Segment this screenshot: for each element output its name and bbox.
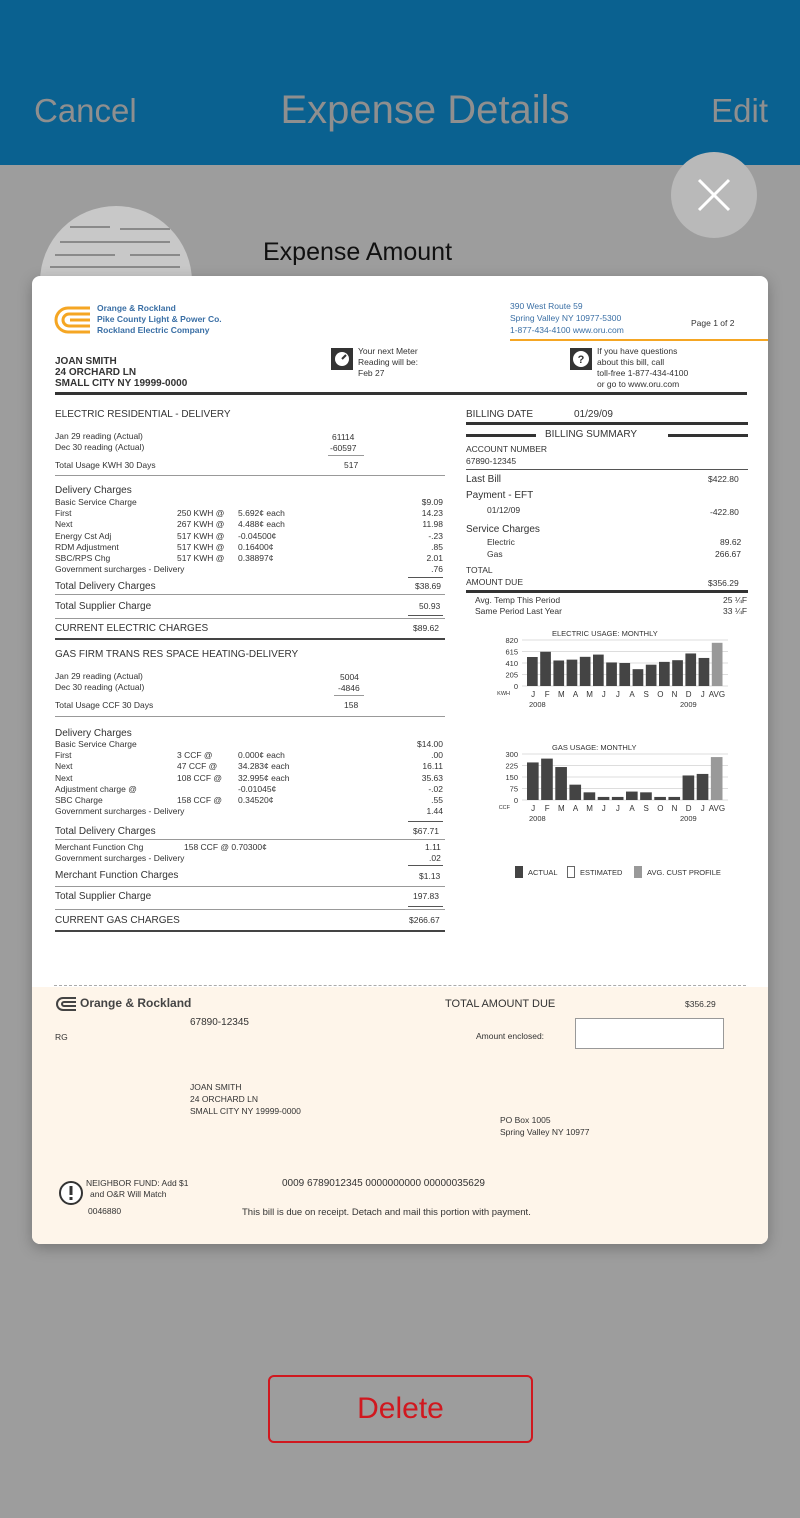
gas-reading-label: Jan 29 reading (Actual) xyxy=(55,671,143,681)
gas-line-rate: 0.000¢ each xyxy=(238,750,285,761)
gas-xtick-label: O xyxy=(657,804,664,813)
amount-due-label: AMOUNT DUE xyxy=(466,577,523,587)
electric-ytick-label: 0 xyxy=(513,682,518,691)
gas-xtick-label: A xyxy=(629,804,635,813)
gas-xtick-label: F xyxy=(544,804,550,813)
gas-xtick-label: J xyxy=(531,804,536,813)
electric-reading-label: Jan 29 reading (Actual) xyxy=(55,431,143,441)
account-number-value: 67890-12345 xyxy=(466,456,517,466)
electric-bar xyxy=(540,652,551,686)
electric-bar xyxy=(659,662,670,686)
gas-line-label: Adjustment charge @ xyxy=(55,783,137,794)
gas-bar xyxy=(569,785,581,800)
electric-ytick-label: 410 xyxy=(505,659,518,668)
electric-bar xyxy=(593,655,604,686)
gas-line-amount: 35.63 xyxy=(421,772,443,783)
merchant-gov-label: Government surcharges - Delivery xyxy=(55,853,185,863)
gas-xtick-label: J xyxy=(700,804,705,813)
gas-bar xyxy=(527,762,539,800)
current-electric-charges-label: CURRENT ELECTRIC CHARGES xyxy=(55,623,209,634)
gas-line-rate: -0.01045¢ xyxy=(238,783,277,794)
electric-line-label: SBC/RPS Chg xyxy=(55,553,111,563)
stub-total-value: $356.29 xyxy=(685,999,716,1009)
merchant-function-amount: 1.11 xyxy=(425,842,441,852)
gas-year-label: 2009 xyxy=(680,814,697,823)
legend-estimated: ESTIMATED xyxy=(580,868,623,877)
neighbor-fund-code: 0046880 xyxy=(88,1206,122,1216)
gas-reading-value: -4846 xyxy=(338,683,360,693)
gas-line-label: Basic Service Charge xyxy=(55,739,137,749)
electric-total-delivery-value: $38.69 xyxy=(415,581,441,591)
electric-bar xyxy=(633,669,644,686)
page-number: Page 1 of 2 xyxy=(691,318,735,328)
electric-bar xyxy=(619,663,630,686)
electric-xtick-label: A xyxy=(629,690,635,699)
electric-reading-label: Dec 30 reading (Actual) xyxy=(55,442,145,452)
electric-line-amount: $9.09 xyxy=(421,497,443,507)
gas-delivery-heading: Delivery Charges xyxy=(55,728,132,739)
customer-name: JOAN SMITH xyxy=(55,356,117,367)
electric-delivery-heading: Delivery Charges xyxy=(55,485,132,496)
close-icon xyxy=(696,177,732,213)
electric-xtick-label: S xyxy=(643,690,649,699)
electric-year-label: 2009 xyxy=(680,700,697,709)
electric-line-qty: 250 KWH @ xyxy=(177,508,225,519)
electric-total-usage-label: Total Usage KWH 30 Days xyxy=(55,460,156,470)
gas-line-qty: 108 CCF @ xyxy=(177,772,223,783)
gas-heading: GAS FIRM TRANS RES SPACE HEATING-DELIVERY xyxy=(55,649,299,660)
gas-line-amount: .00 xyxy=(431,750,443,761)
utility-address-1: 390 West Route 59 xyxy=(510,301,583,311)
legend-estimated-swatch xyxy=(567,866,575,878)
gas-line-rate: 32.995¢ each xyxy=(238,772,290,783)
payment-date: 01/12/09 xyxy=(487,505,521,515)
billing-date-value: 01/29/09 xyxy=(574,409,613,420)
delete-button-label: Delete xyxy=(357,1392,444,1425)
gas-ytick-label: 225 xyxy=(505,761,518,771)
gas-xtick-label: D xyxy=(685,804,692,813)
stub-notice: This bill is due on receipt. Detach and mail this portion with payment. xyxy=(242,1207,531,1218)
electric-line-rate: 4.488¢ each xyxy=(238,519,285,530)
amount-enclosed-field xyxy=(575,1018,724,1049)
electric-xtick-label: M xyxy=(558,690,565,699)
gas-xtick-label: M xyxy=(558,804,565,813)
gas-ylabel: CCF xyxy=(498,805,510,811)
stub-logo-icon xyxy=(55,996,77,1012)
orange-rockland-logo-icon xyxy=(54,304,92,336)
gas-line-amount: .55 xyxy=(431,795,443,805)
gas-xtick-label: J xyxy=(601,804,606,813)
summary-electric-value: 89.62 xyxy=(720,537,742,547)
electric-bar xyxy=(580,657,591,686)
electric-line-amount: -.23 xyxy=(428,530,443,541)
electric-heading: ELECTRIC RESIDENTIAL - DELIVERY xyxy=(55,409,231,420)
nav-bar xyxy=(0,0,800,165)
electric-bar xyxy=(672,660,683,686)
electric-reading-value: -60597 xyxy=(330,443,357,453)
question-icon xyxy=(570,348,592,370)
svg-text:?: ? xyxy=(577,354,585,366)
gas-bar xyxy=(697,774,709,800)
electric-xtick-label: F xyxy=(544,690,550,699)
electric-bar xyxy=(699,658,710,686)
gas-line-amount: 1.44 xyxy=(426,806,443,817)
gas-bar xyxy=(598,797,610,800)
merchant-gov-amount: .02 xyxy=(429,853,441,863)
electric-line-amount: 14.23 xyxy=(421,508,443,519)
questions-note-2: about this bill, call xyxy=(597,357,665,367)
gas-bar xyxy=(711,757,723,800)
gas-bar xyxy=(541,759,553,800)
electric-bar xyxy=(527,657,538,686)
cancel-button[interactable]: Cancel xyxy=(34,92,137,129)
electric-line-qty: 267 KWH @ xyxy=(177,519,225,530)
gas-chart-title: GAS USAGE: MONTHLY xyxy=(552,743,637,752)
gas-bar xyxy=(555,767,567,800)
delete-button[interactable] xyxy=(268,1375,533,1443)
electric-line-label: RDM Adjustment xyxy=(55,541,119,552)
account-number-label: ACCOUNT NUMBER xyxy=(466,444,548,454)
temp-this-period-label: Avg. Temp This Period xyxy=(475,595,561,605)
merchant-function-label: Merchant Function Chg xyxy=(55,842,144,852)
gas-total-delivery-label: Total Delivery Charges xyxy=(55,826,156,837)
gas-ytick-label: 0 xyxy=(513,796,518,805)
gas-ytick-label: 300 xyxy=(505,750,518,759)
electric-bar xyxy=(712,643,723,686)
questions-note-3: toll-free 1-877-434-4100 xyxy=(597,368,689,378)
gas-ytick-label: 75 xyxy=(509,784,518,794)
electric-year-label: 2008 xyxy=(529,700,546,709)
last-bill-value: $422.80 xyxy=(708,474,739,484)
merchant-total-label: Merchant Function Charges xyxy=(55,870,179,881)
electric-line-amount: 2.01 xyxy=(426,553,443,563)
edit-button[interactable]: Edit xyxy=(711,92,768,129)
customer-street: 24 ORCHARD LN xyxy=(55,367,137,378)
electric-line-rate: 0.38897¢ xyxy=(238,553,274,563)
electric-xtick-label: A xyxy=(572,690,579,699)
neighbor-fund-2: and O&R Will Match xyxy=(90,1189,167,1199)
alert-icon xyxy=(59,1181,83,1205)
gas-total-supplier-value: 197.83 xyxy=(413,891,439,901)
electric-total-usage-value: 517 xyxy=(344,460,359,470)
stub-code: RG xyxy=(55,1032,68,1042)
current-gas-charges-label: CURRENT GAS CHARGES xyxy=(55,915,180,926)
customer-city: SMALL CITY NY 19999-0000 xyxy=(55,378,188,389)
gas-xtick-label: M xyxy=(586,804,593,813)
electric-line-rate: 0.16400¢ xyxy=(238,541,274,552)
meter-icon xyxy=(331,348,353,370)
gas-total-delivery-value: $67.71 xyxy=(413,826,439,836)
summary-gas-value: 266.67 xyxy=(715,549,741,559)
electric-usage-chart xyxy=(492,628,732,718)
electric-line-qty: 517 KWH @ xyxy=(177,541,225,552)
meter-note-1: Your next Meter xyxy=(358,346,418,356)
company-name-3: Rockland Electric Company xyxy=(97,325,210,335)
gas-reading-label: Dec 30 reading (Actual) xyxy=(55,682,145,692)
gas-line-qty: 3 CCF @ xyxy=(177,750,213,761)
electric-xtick-label: J xyxy=(700,690,705,699)
stub-customer-street: 24 ORCHARD LN xyxy=(190,1094,259,1104)
temp-last-year-label: Same Period Last Year xyxy=(475,606,562,616)
remit-po-box: PO Box 1005 xyxy=(500,1115,551,1125)
gas-bar xyxy=(626,792,638,800)
gas-line-amount: 16.11 xyxy=(422,761,443,772)
electric-line-label: Energy Cst Adj xyxy=(55,530,112,541)
gas-ytick-label: 150 xyxy=(505,773,518,782)
billing-summary-heading: BILLING SUMMARY xyxy=(545,429,638,440)
electric-bar xyxy=(606,662,617,686)
company-name-1: Orange & Rockland xyxy=(97,303,176,313)
stub-customer-name: JOAN SMITH xyxy=(190,1082,242,1092)
gas-xtick-label: S xyxy=(643,804,649,813)
electric-xtick-label: J xyxy=(601,690,606,699)
gas-line-qty: 158 CCF @ xyxy=(177,795,223,805)
total-amount-due-value: $356.29 xyxy=(708,578,739,588)
gas-bar xyxy=(654,797,666,800)
current-gas-charges-value: $266.67 xyxy=(409,915,440,925)
gas-line-amount: -.02 xyxy=(428,783,443,794)
electric-line-qty: 517 KWH @ xyxy=(177,530,225,541)
gas-xtick-label: A xyxy=(572,804,579,813)
payment-value: -422.80 xyxy=(710,507,739,517)
meter-note-3: Feb 27 xyxy=(358,368,385,378)
electric-bar xyxy=(685,653,696,686)
electric-total-delivery-label: Total Delivery Charges xyxy=(55,581,156,592)
close-button[interactable] xyxy=(671,152,757,238)
electric-ytick-label: 615 xyxy=(505,647,518,657)
summary-electric-label: Electric xyxy=(487,537,515,547)
legend-actual: ACTUAL xyxy=(528,868,558,877)
electric-xtick-label: J xyxy=(531,690,536,699)
electric-line-label: Government surcharges - Delivery xyxy=(55,564,185,575)
legend-actual-swatch xyxy=(515,866,523,878)
electric-xtick-label: N xyxy=(671,690,678,699)
electric-xtick-label: AVG xyxy=(708,690,726,699)
electric-bar xyxy=(553,660,564,686)
service-charges-label: Service Charges xyxy=(466,524,540,535)
gas-bar xyxy=(584,792,596,800)
electric-xtick-label: M xyxy=(586,690,593,699)
last-bill-label: Last Bill xyxy=(466,474,502,485)
gas-total-usage-label: Total Usage CCF 30 Days xyxy=(55,700,154,710)
gas-bar xyxy=(612,797,624,800)
merchant-function-qty: 158 CCF @ 0.70300¢ xyxy=(184,842,267,852)
gas-line-rate: 0.34520¢ xyxy=(238,795,274,805)
gas-usage-chart xyxy=(492,742,732,832)
total-label: TOTAL xyxy=(466,565,493,575)
scanline: 0009 6789012345 0000000000 00000035629 xyxy=(282,1178,485,1189)
gas-line-rate: 34.283¢ each xyxy=(238,761,290,772)
temp-last-year-value: 33 ¼F xyxy=(723,606,748,616)
questions-note-4: or go to www.oru.com xyxy=(597,379,680,389)
electric-line-amount: .85 xyxy=(431,541,443,552)
gas-bar xyxy=(683,775,695,800)
gas-line-qty: 47 CCF @ xyxy=(177,761,218,772)
temp-this-period-value: 25 ¼F xyxy=(723,595,748,605)
electric-chart-title: ELECTRIC USAGE: MONTHLY xyxy=(552,629,658,638)
legend-avg-swatch xyxy=(634,866,642,878)
electric-ytick-label: 820 xyxy=(505,636,518,645)
electric-line-amount: .76 xyxy=(431,564,443,575)
utility-address-2: Spring Valley NY 10977-5300 xyxy=(510,313,622,323)
gas-total-usage-value: 158 xyxy=(344,700,359,710)
electric-line-label: Next xyxy=(55,519,73,530)
gas-bar xyxy=(640,792,652,800)
electric-ytick-label: 205 xyxy=(505,670,518,680)
stub-company-logo: Orange & Rockland xyxy=(80,996,192,1010)
receipt-image xyxy=(32,276,768,1244)
electric-line-rate: 5.692¢ each xyxy=(238,508,285,519)
gas-total-supplier-label: Total Supplier Charge xyxy=(55,891,152,902)
electric-ylabel: KWH xyxy=(497,691,510,697)
electric-bar xyxy=(646,665,657,686)
page-title: Expense Details xyxy=(280,88,570,132)
electric-xtick-label: J xyxy=(615,690,620,699)
payment-label: Payment - EFT xyxy=(466,490,534,501)
gas-year-label: 2008 xyxy=(529,814,546,823)
meter-note-2: Reading will be: xyxy=(358,357,419,367)
utility-address-3: 1-877-434-4100 www.oru.com xyxy=(510,325,624,335)
gas-line-label: Next xyxy=(55,761,73,772)
stub-total-label: TOTAL AMOUNT DUE xyxy=(445,998,556,1010)
gas-bar xyxy=(668,797,680,800)
questions-note-1: If you have questions xyxy=(597,346,678,356)
electric-line-rate: -0.04500¢ xyxy=(238,530,277,541)
electric-line-amount: 11.98 xyxy=(422,519,443,530)
electric-total-supplier-label: Total Supplier Charge xyxy=(55,601,152,612)
electric-reading-value: 61114 xyxy=(332,432,355,442)
electric-line-label: First xyxy=(55,508,72,519)
remit-city: Spring Valley NY 10977 xyxy=(500,1127,590,1137)
legend-avg: AVG. CUST PROFILE xyxy=(647,868,721,877)
electric-line-label: Basic Service Charge xyxy=(55,497,137,507)
neighbor-fund-1: NEIGHBOR FUND: Add $1 xyxy=(86,1178,189,1188)
company-name-2: Pike County Light & Power Co. xyxy=(97,314,222,324)
electric-xtick-label: D xyxy=(685,690,692,699)
current-electric-charges-value: $89.62 xyxy=(413,623,439,633)
electric-line-qty: 517 KWH @ xyxy=(177,553,225,563)
amount-enclosed-label: Amount enclosed: xyxy=(476,1031,545,1041)
gas-line-label: First xyxy=(55,750,72,761)
electric-xtick-label: O xyxy=(657,690,664,699)
billing-date-label: BILLING DATE xyxy=(466,409,534,420)
gas-reading-value: 5004 xyxy=(340,672,359,682)
stub-account-number: 67890-12345 xyxy=(190,1017,249,1028)
electric-bar xyxy=(567,660,578,686)
gas-xtick-label: AVG xyxy=(708,804,726,813)
merchant-total-value: $1.13 xyxy=(419,871,441,881)
gas-xtick-label: J xyxy=(615,804,620,813)
stub-customer-city: SMALL CITY NY 19999-0000 xyxy=(190,1106,301,1116)
expense-amount-label: Expense Amount xyxy=(263,238,453,266)
electric-total-supplier-value: 50.93 xyxy=(419,601,441,611)
gas-xtick-label: N xyxy=(671,804,678,813)
gas-line-amount: $14.00 xyxy=(417,739,443,749)
gas-line-label: Next xyxy=(55,772,73,783)
gas-line-label: Government surcharges - Delivery xyxy=(55,806,185,817)
gas-line-label: SBC Charge xyxy=(55,795,103,805)
summary-gas-label: Gas xyxy=(487,549,503,559)
